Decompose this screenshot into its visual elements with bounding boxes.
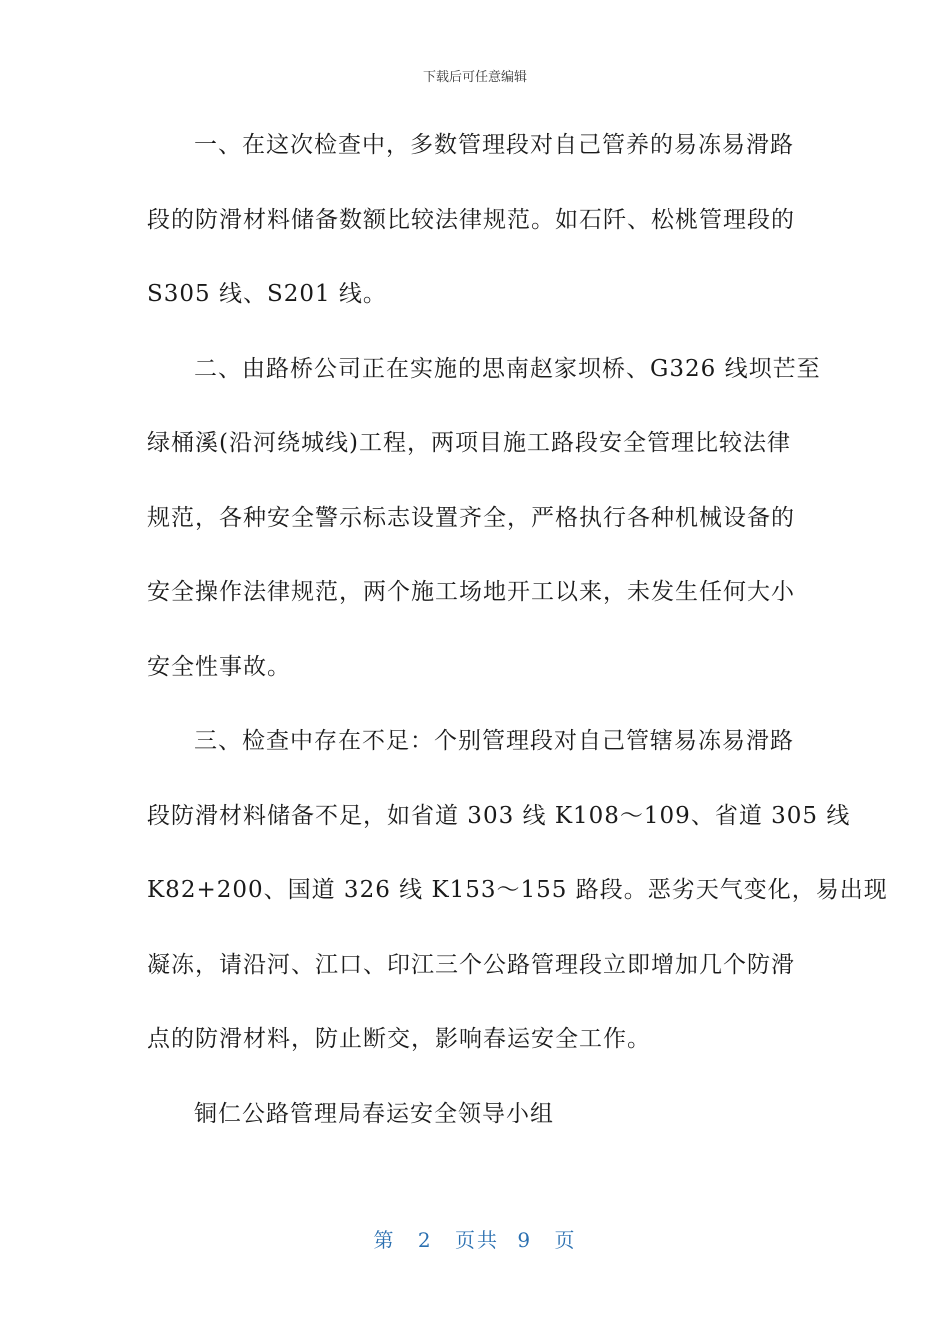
page-footer (0, 1224, 950, 1253)
paragraph-1-line-2: 段的防滑材料储备数额比较法律规范。如石阡、松桃管理段的 (147, 206, 795, 233)
header-note: 下载后可任意编辑 (422, 70, 527, 85)
document-body (147, 108, 888, 1151)
footer-total-pages: 9 (517, 1228, 533, 1252)
paragraph-3-line-3: K82+200、国道 326 线 K153～155 路段。恶劣天气变化，易出现 (147, 877, 888, 903)
paragraph-2-line-4: 安全操作法律规范，两个施工场地开工以来，未发生任何大小 (147, 579, 795, 605)
signature: 铜仁公路管理局春运安全领导小组 (194, 1100, 554, 1127)
footer-current-page: 2 (417, 1228, 433, 1252)
paragraph-2-line-1: 二、由路桥公司正在实施的思南赵家坝桥、G326 线坝芒至 (194, 355, 821, 382)
footer-middle: 页共 (455, 1228, 499, 1252)
paragraph-3-line-5: 点的防滑材料，防止断交，影响春运安全工作。 (147, 1026, 651, 1052)
footer-prefix: 第 (373, 1228, 396, 1252)
paragraph-3-line-1: 三、检查中存在不足：个别管理段对自己管辖易冻易滑路 (194, 728, 794, 754)
footer-suffix: 页 (554, 1228, 577, 1252)
paragraph-2-line-3: 规范，各种安全警示标志设置齐全，严格执行各种机械设备的 (147, 504, 795, 531)
paragraph-3-line-4: 凝冻，请沿河、江口、印江三个公路管理段立即增加几个防滑 (147, 951, 795, 978)
paragraph-3-line-2: 段防滑材料储备不足，如省道 303 线 K108～109、省道 305 线 (147, 802, 851, 829)
paragraph-1-line-1: 一、在这次检查中，多数管理段对自己管养的易冻易滑路 (194, 132, 794, 158)
paragraph-2-line-5: 安全性事故。 (147, 653, 291, 680)
paragraph-1-line-3: S305 线、S201 线。 (147, 281, 387, 307)
paragraph-2-line-2: 绿桶溪(沿河绕城线)工程，两项目施工路段安全管理比较法律 (147, 430, 791, 456)
